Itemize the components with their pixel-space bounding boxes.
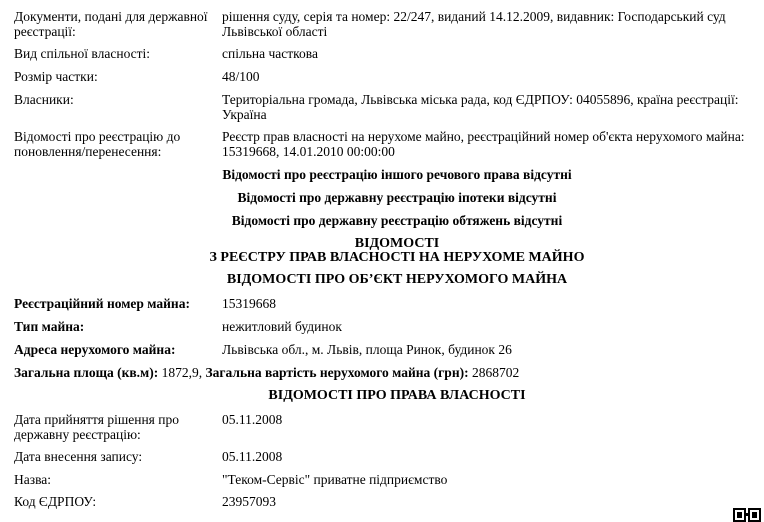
notice-other-rights: Відомості про реєстрацію іншого речового права відсутні: [222, 167, 572, 182]
cost-label: Загальна вартість нерухомого майна (грн):: [205, 365, 469, 380]
field-value: спільна часткова: [222, 46, 318, 61]
field-label: Вид спільної власності:: [14, 46, 151, 61]
cost-value: 2868702: [471, 365, 520, 380]
section-title-line1: ВІДОМОСТІ: [354, 236, 440, 251]
field-value: нежитловий будинок: [222, 319, 342, 334]
field-label: Реєстраційний номер майна:: [14, 296, 190, 311]
field-value: рішення суду, серія та номер: 22/247, виданий 14.12.2009, видавник: Господарський суд Львівської області: [222, 9, 726, 39]
qr-code-icon: [733, 507, 761, 522]
section-title-line2: З РЕЄСТРУ ПРАВ ВЛАСНОСТІ НА НЕРУХОМЕ МАЙНО: [209, 250, 585, 265]
field-label: Відомості про реєстрацію до поновлення/перенесення:: [14, 129, 181, 159]
field-label: Власники:: [14, 92, 74, 107]
field-value: 05.11.2008: [222, 412, 283, 427]
object-area-cost: [14, 365, 754, 380]
field-label: Адреса нерухомого майна:: [14, 342, 176, 357]
field-value: 48/100: [222, 69, 260, 84]
field-value: Реєстр прав власності на нерухоме майно, реєстраційний номер об'єкта нерухомого майна: 15319668, 14.01.2010 00:00:00: [222, 129, 745, 159]
field-label: Тип майна:: [14, 319, 85, 334]
field-value: 15319668: [222, 296, 276, 311]
field-label: Розмір частки:: [14, 69, 98, 84]
field-value: Львівська обл., м. Львів, площа Ринок, будинок 26: [222, 342, 512, 357]
field-label: Дата прийняття рішення про державну реєстрацію:: [14, 412, 179, 442]
area-value: 1872,9,: [161, 365, 203, 380]
field-value: 23957093: [222, 494, 276, 509]
field-value: "Теком-Сервіс" приватне підприємство: [222, 472, 448, 487]
field-label: Дата внесення запису:: [14, 449, 143, 464]
field-value: 05.11.2008: [222, 449, 283, 464]
field-label: Назва:: [14, 472, 52, 487]
area-label: Загальна площа (кв.м):: [14, 365, 159, 380]
rights-heading: ВІДОМОСТІ ПРО ПРАВА ВЛАСНОСТІ: [268, 388, 526, 403]
notice-mortgage: Відомості про державну реєстрацію іпотеки відсутні: [237, 190, 557, 205]
notice-encumbrances: Відомості про державну реєстрацію обтяжень відсутні: [231, 213, 563, 228]
field-value: Територіальна громада, Львівська міська рада, код ЄДРПОУ: 04055896, країна реєстрації: Україна: [222, 92, 739, 122]
field-label: Код ЄДРПОУ:: [14, 494, 97, 509]
object-heading: ВІДОМОСТІ ПРО ОБ’ЄКТ НЕРУХОМОГО МАЙНА: [226, 272, 568, 287]
field-label: Документи, подані для державної реєстрації:: [14, 9, 208, 39]
